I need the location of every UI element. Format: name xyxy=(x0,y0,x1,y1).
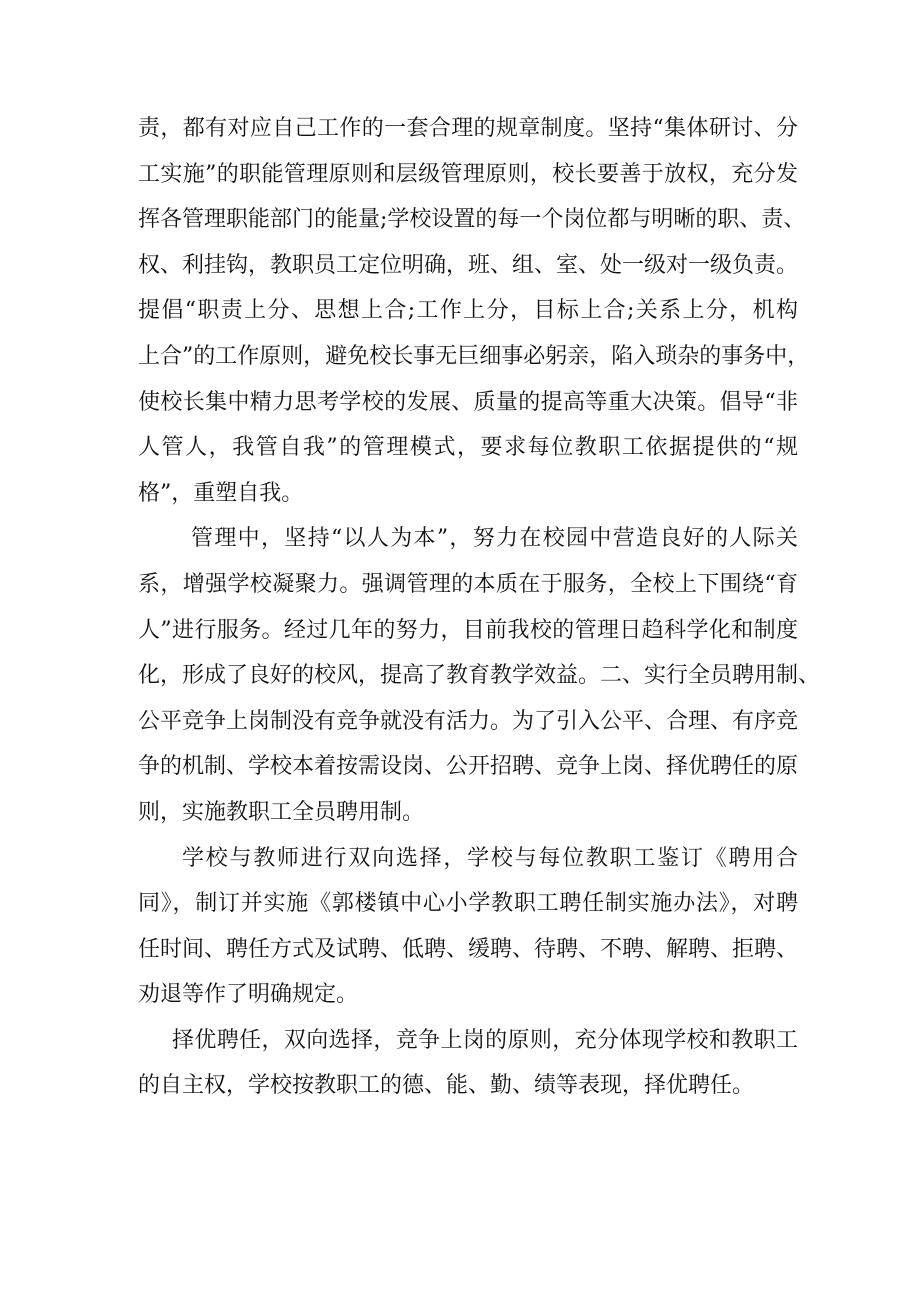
document-body xyxy=(138,106,821,1109)
text-line: 公平竞争上岗制没有竞争就没有活力。为了引入公平、合理、有序竞 xyxy=(138,708,799,734)
text-line: 责，都有对应自己工作的一套合理的规章制度。坚持“集体研讨、分 xyxy=(138,116,798,141)
text-line: 上合”的工作原则，避免校长事无巨细事必躬亲，陷入琐杂的事务中， xyxy=(138,343,810,369)
text-line: 使校长集中精力思考学校的发展、质量的提高等重大决策。倡导“非 xyxy=(138,389,798,415)
text-line: 权、利挂钩，教职员工定位明确，班、组、室、处一级对一级负责。 xyxy=(138,252,799,278)
paragraph-4 xyxy=(138,1018,798,1109)
text-line: 争的机制、学校本着按需设岗、公开招聘、竞争上岗、择优聘任的原 xyxy=(138,754,799,780)
text-line: 则，实施教职工全员聘用制。 xyxy=(138,799,425,825)
paragraph-3 xyxy=(138,836,798,1018)
text-line: 人”进行服务。经过几年的努力，目前我校的管理日趋科学化和制度 xyxy=(138,617,798,643)
text-line: 系，增强学校凝聚力。强调管理的本质在于服务，全校上下围绕“育 xyxy=(138,571,798,597)
text-line: 学校与教师进行双向选择，学校与每位教职工鉴订《聘用合 xyxy=(182,845,798,871)
text-line: 人管人，我管自我”的管理模式，要求每位教职工依据提供的“规 xyxy=(138,435,798,461)
text-line: 化，形成了良好的校风，提高了教育教学效益。二、实行全员聘用制、 xyxy=(138,663,821,689)
text-line: 管理中，坚持“以人为本”，努力在校园中营造良好的人际关 xyxy=(191,526,798,552)
text-line: 工实施”的职能管理原则和层级管理原则，校长要善于放权，充分发 xyxy=(138,161,798,187)
text-line: 劝退等作了明确规定。 xyxy=(138,982,359,1008)
text-line: 同》，制订并实施《郭楼镇中心小学教职工聘任制实施办法》，对聘 xyxy=(138,891,798,917)
text-line: 提倡“职责上分、思想上合;工作上分，目标上合;关系上分，机构 xyxy=(138,298,798,324)
paragraph-1 xyxy=(138,106,810,516)
text-line: 的自主权，学校按教职工的德、能、勤、绩等表现，择优聘任。 xyxy=(138,1073,755,1099)
text-line: 格”，重塑自我。 xyxy=(138,480,304,506)
paragraph-2 xyxy=(138,516,821,835)
text-line: 挥各管理职能部门的能量;学校设置的每一个岗位都与明晰的职、责、 xyxy=(138,207,806,233)
text-line: 择优聘任，双向选择，竞争上岗的原则，充分体现学校和教职工 xyxy=(172,1027,798,1053)
text-line: 任时间、聘任方式及试聘、低聘、缓聘、待聘、不聘、解聘、拒聘、 xyxy=(138,936,799,962)
